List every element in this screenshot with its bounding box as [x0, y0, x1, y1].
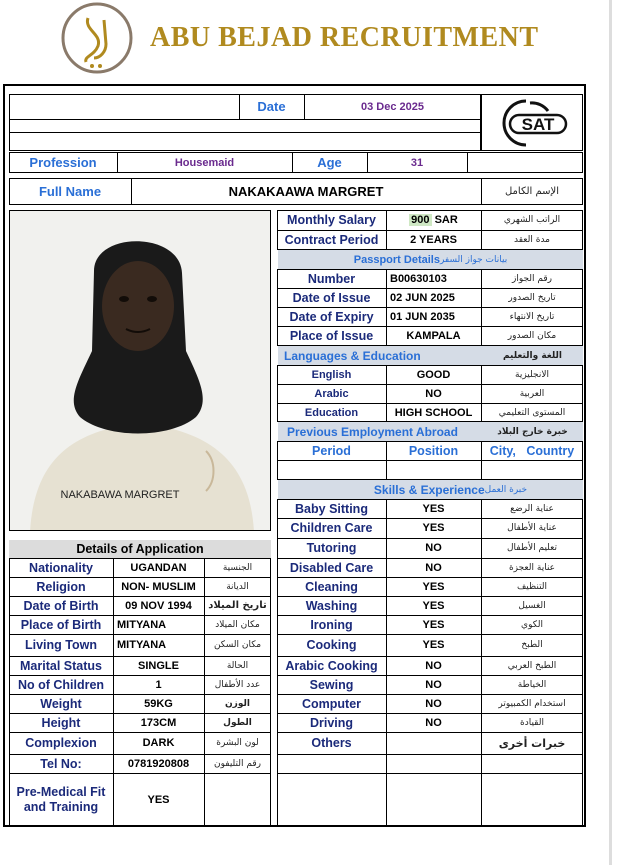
skill-driving-label-ar: القيادة: [520, 717, 544, 728]
application-header: [9, 540, 271, 558]
place-of-birth-label-ar: مكان الميلاد: [215, 619, 260, 630]
contract-label: Contract Period: [284, 233, 379, 247]
passport-place-label-ar: مكان الصدور: [507, 331, 557, 341]
language-english-value: GOOD: [416, 368, 451, 381]
salary-label-ar: الراتب الشهري: [503, 215, 561, 225]
place-of-birth-value: MITYANA: [117, 618, 167, 631]
full-name-value: NAKAKAAWA MARGRET: [228, 184, 384, 199]
passport-place-value: KAMPALA: [406, 330, 461, 342]
languages-section-label: Languages & Education: [284, 348, 421, 363]
application-section-label: Details of Application: [76, 542, 204, 556]
skill-tutoring-label-ar: تعليم الأطفال: [506, 543, 558, 553]
skill-cooking-value: YES: [422, 639, 445, 651]
complexion-label: Complexion: [25, 736, 97, 750]
skill-arabic-cooking-label-ar: الطبخ العربي: [507, 660, 557, 671]
abu-bejad-logo: [54, 0, 140, 76]
skill-disabled-care-value: NO: [425, 561, 442, 574]
profession-value: Housemaid: [174, 156, 235, 169]
skill-cleaning-label-ar: التنظيف: [516, 581, 548, 592]
children-count-label: No of Children: [17, 677, 105, 692]
education-value: HIGH SCHOOL: [394, 406, 473, 419]
skill-children-care-label: Children Care: [290, 521, 373, 535]
col-city-country: [481, 441, 583, 460]
skill-cleaning-value: YES: [422, 580, 445, 593]
skill-arabic-cooking-value: NO: [425, 659, 442, 672]
complexion-value: DARK: [142, 737, 175, 749]
date-value: 03 Dec 2025: [361, 100, 424, 113]
passport-expiry-label-ar: تاريخ الانتهاء: [509, 311, 555, 322]
living-town-value: MITYANA: [117, 639, 167, 651]
skill-tutoring-label: Tutoring: [306, 541, 357, 555]
salary-currency: SAR: [434, 214, 458, 226]
skill-ironing-value: YES: [422, 618, 445, 631]
nationality-value: UGANDAN: [130, 561, 187, 574]
skill-others-label-ar: خبرات أخرى: [498, 736, 566, 750]
skill-tutoring-value: NO: [425, 542, 442, 554]
salary-amount: 900: [411, 214, 430, 226]
skill-ironing-label-ar: الكوي: [521, 619, 543, 630]
passport-number-value: B00630103: [390, 272, 447, 285]
education-label-ar: المستوى التعليمي: [498, 407, 566, 418]
skill-ironing-label: Ironing: [310, 617, 353, 632]
col-period: Period: [312, 443, 351, 458]
skill-baby-sitting-label-ar: عناية الرضع: [510, 503, 554, 514]
skills-header: [278, 480, 583, 499]
language-english-label-ar: الانجليزية: [515, 369, 549, 380]
passport-place-label: Place of Issue: [289, 329, 374, 343]
passport-issue-date-value: 02 JUN 2025: [390, 291, 455, 304]
skill-others-label: Others: [311, 736, 352, 750]
skill-baby-sitting-label: Baby Sitting: [295, 501, 368, 516]
skill-computer-label: Computer: [301, 696, 362, 711]
passport-issue-date-label-ar: تاريخ الصدور: [508, 292, 556, 303]
skills-section-label-ar: خبرة العمل: [484, 484, 528, 495]
date-label: Date: [257, 99, 286, 114]
children-count-label-ar: عدد الأطفال: [214, 679, 261, 690]
sat-logo: [496, 97, 568, 149]
marital-status-label: Marital Status: [20, 658, 102, 673]
tel-label: Tel No:: [40, 756, 82, 771]
candidate-photo: [9, 210, 271, 531]
religion-label-ar: الديانة: [226, 581, 249, 592]
skill-washing-value: YES: [422, 599, 445, 612]
candidate-photo-image: [10, 211, 271, 531]
religion-label: Religion: [36, 579, 86, 594]
nationality-label: Nationality: [29, 560, 93, 575]
passport-section-label-ar: بيانات جواز السفر: [439, 254, 508, 265]
living-town-label-ar: مكان السكن: [213, 640, 262, 650]
skill-children-care-value: YES: [422, 522, 445, 534]
height-label-ar: الطول: [223, 717, 252, 728]
profession-label: Profession: [29, 155, 97, 170]
skill-sewing-value: NO: [425, 678, 442, 691]
salary-value: [386, 210, 481, 230]
salary-label: Monthly Salary: [287, 213, 376, 227]
company-name: ABU BEJAD RECRUITMENT: [150, 22, 539, 53]
photo-caption: NAKABAWA MARGRET: [60, 489, 180, 501]
dob-label-ar: تاريخ الميلاد: [208, 600, 267, 611]
children-count-value: 1: [155, 678, 162, 691]
skill-cooking-label-ar: الطبخ: [521, 640, 543, 650]
living-town-label: Living Town: [25, 638, 97, 652]
skill-others-value: [386, 732, 481, 754]
dob-value: 09 NOV 1994: [125, 599, 192, 612]
marital-status-label-ar: الحالة: [226, 660, 249, 671]
skill-computer-value: NO: [425, 697, 442, 710]
skill-sewing-label-ar: الخياطة: [517, 679, 547, 690]
tel-value: 0781920808: [127, 757, 190, 770]
skill-driving-label: Driving: [309, 715, 354, 730]
passport-expiry-value: 01 JUN 2035: [390, 310, 455, 323]
skills-section-label: Skills & Experience: [373, 482, 485, 497]
weight-value: 59KG: [144, 697, 173, 710]
passport-number-label-ar: رقم الجواز: [511, 273, 553, 284]
skill-computer-label-ar: استخدام الكمبيوتر: [498, 698, 566, 709]
skill-children-care-label-ar: عناية الأطفال: [507, 523, 557, 533]
language-arabic-label-ar: العربية: [519, 388, 545, 399]
height-value: 173CM: [140, 716, 177, 729]
tel-label-ar: رقم التليفون: [214, 758, 261, 769]
skill-cleaning-label: Cleaning: [305, 579, 358, 594]
skill-cooking-label: Cooking: [306, 638, 357, 652]
previous-employment-header: [278, 422, 583, 441]
language-english-label: English: [311, 368, 352, 381]
previous-employment-label-ar: خبرة خارج البلاد: [497, 426, 568, 437]
marital-status-value: SINGLE: [138, 659, 179, 672]
language-arabic-label: Arabic: [314, 387, 349, 400]
weight-label-ar: الوزن: [225, 698, 250, 709]
contract-value: 2 YEARS: [410, 234, 457, 246]
skill-disabled-care-label-ar: عناية العجزة: [508, 562, 556, 573]
skill-sewing-label: Sewing: [309, 677, 354, 692]
language-arabic-value: NO: [425, 387, 442, 400]
pre-medical-label: Pre-Medical Fit and Training: [16, 784, 106, 814]
col-position: Position: [408, 443, 459, 458]
height-label: Height: [41, 715, 81, 730]
previous-employment-label: Previous Employment Abroad: [287, 424, 458, 439]
passport-section-label: Passport Details: [353, 253, 440, 266]
skill-disabled-care-label: Disabled Care: [289, 560, 374, 575]
weight-label: Weight: [40, 696, 82, 711]
nationality-label-ar: الجنسية: [222, 562, 253, 573]
full-name-label-ar: الإسم الكامل: [504, 186, 560, 197]
pre-medical-value: YES: [147, 793, 170, 806]
age-label: Age: [317, 155, 342, 170]
education-label: Education: [304, 406, 359, 419]
col-city: City,: [489, 443, 516, 458]
passport-expiry-label: Date of Expiry: [289, 309, 374, 324]
skill-baby-sitting-value: YES: [422, 502, 445, 515]
skill-arabic-cooking-label: Arabic Cooking: [285, 658, 378, 673]
passport-header: [278, 250, 583, 269]
full-name-label: Full Name: [38, 184, 102, 199]
passport-issue-date-label: Date of Issue: [292, 290, 371, 305]
religion-value: NON- MUSLIM: [121, 580, 196, 593]
complexion-label-ar: لون البشرة: [216, 738, 259, 748]
col-country: Country: [526, 443, 575, 458]
skill-driving-value: NO: [425, 716, 442, 729]
dob-label: Date of Birth: [23, 598, 99, 613]
page-edge: [609, 0, 612, 865]
place-of-birth-label: Place of Birth: [20, 617, 102, 632]
sat-logo-text: SAT: [521, 115, 555, 134]
skill-washing-label-ar: الغسيل: [518, 600, 546, 611]
languages-header: [278, 346, 583, 365]
age-value: 31: [410, 156, 424, 169]
languages-section-label-ar: اللغة والتعليم: [502, 350, 563, 361]
contract-label-ar: مدة العقد: [514, 235, 550, 245]
skill-washing-label: Washing: [305, 598, 358, 613]
passport-number-label: Number: [307, 271, 356, 286]
